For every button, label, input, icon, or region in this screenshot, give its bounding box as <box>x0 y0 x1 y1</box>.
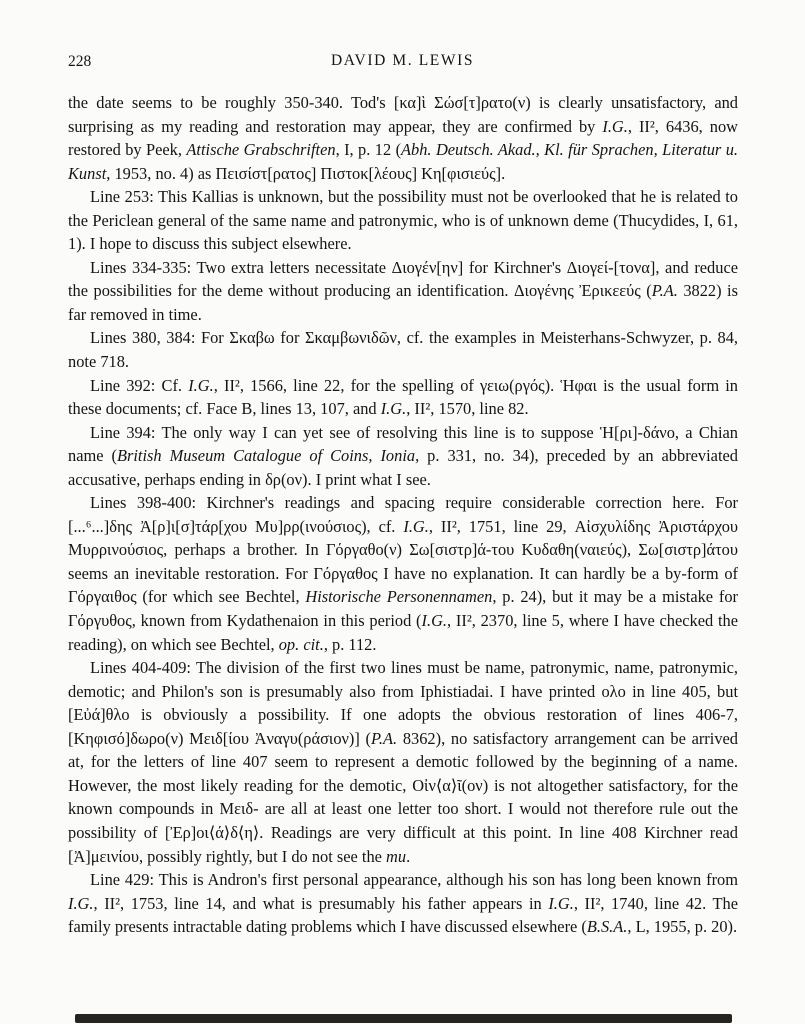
italic-text-segment: I.G. <box>68 893 94 913</box>
page-number: 228 <box>68 53 92 70</box>
text-segment: , I, p. 12 ( <box>335 140 402 160</box>
text-segment: , p. 331, no. 34), preceded by an abbreviated accusative, perhaps ending in δρ(ον). I print what I see. <box>68 446 738 489</box>
text-segment: , II², 1566, line 22, for the spelling of γειω(ργός). Ἡφαι is the usual form in these documents; cf. Face B, lines 13, 107, and <box>68 375 738 419</box>
italic-text-segment: P.A. <box>371 728 398 748</box>
italic-text-segment: P.A. <box>651 281 678 301</box>
paragraph <box>68 256 738 327</box>
text-segment: , L, 1955, p. 20). <box>627 917 738 937</box>
text-segment: Lines 334-335: Two extra letters necessitate Διογέν[ην] for Kirchner's Διογεί-[τονα], and reduce the possibilities for the deme without producing an identification. Διογένης Ἐρικεεύς ( <box>68 257 738 301</box>
text-segment: . <box>406 846 411 866</box>
italic-text-segment: I.G. <box>548 893 574 913</box>
italic-text-segment: B.S.A. <box>586 917 628 937</box>
text-segment: Line 394: The only way I can yet see of resolving this line is to suppose Ἡ[ρι]-δάνο, a Chian name ( <box>68 422 738 466</box>
italic-text-segment: Historische Personennamen <box>305 587 493 607</box>
body-paragraphs <box>68 91 738 939</box>
text-segment: , p. 24), but it may be a mistake for Γόργυθος, known from Kydathenaion in this period ( <box>68 587 738 631</box>
text-segment: , II², 2370, line 5, where I have checked the reading), on which see Bechtel, <box>68 611 738 654</box>
text-segment: 8362), no satisfactory arrangement can be arrived at, for the letters of line 407 seem to represent a demotic followed by the beginning of a name. However, the most likely reading for the demotic, Οἰν⟨α⟩ῖ(ον) is not altogether satisfactory, for the known compounds in Μειδ- are all at least one letter too short. I would not therefore rule out the possibility of [Ἐρ]οι⟨ά⟩δ⟨η⟩. Readings are very difficult at this point. In line 408 Kirchner read [Ἀ]μεινίου, possibly rightly, but I do not see the <box>68 728 738 866</box>
text-segment: Lines 404-409: The division of the first two lines must be name, patronymic, name, patronymic, demotic; and Philon's son is presumably also from Iphistiadai. I have printed ολο in line 405, but [Εὐά]θλο is obviously a possibility. If one adopts the obvious restoration of lines 406-7, [Κηφισό]δωρο(ν) Μειδ[ίου Ἀναγυ(ράσιον)] ( <box>68 658 738 748</box>
text-segment: , II², 1740, line 42. The family presents intractable dating problems which I have discussed elsewhere ( <box>68 893 738 937</box>
paragraph <box>68 374 738 421</box>
paragraph <box>68 491 738 656</box>
page-header <box>68 52 737 74</box>
text-segment: , II², 6436, now restored by Peek, <box>68 116 738 160</box>
text-segment: Lines 380, 384: For Σκαβω for Σκαμβωνιδῶν, cf. the examples in Meisterhans-Schwyzer, p. 84, note 718. <box>68 328 738 372</box>
paragraph <box>68 656 738 868</box>
text-segment: , II², 1570, line 82. <box>406 399 529 419</box>
italic-text-segment: I.G. <box>421 611 448 631</box>
paragraph <box>68 421 738 492</box>
text-segment: , 1953, no. 4) as Πεισίστ[ρατος] Πιστοκ[λέους] Κη[φισιεύς]. <box>106 163 506 183</box>
italic-text-segment: I.G. <box>188 375 214 395</box>
paragraph <box>68 326 738 373</box>
italic-text-segment: op. cit. <box>278 634 324 654</box>
italic-text-segment: I.G. <box>380 399 407 419</box>
italic-text-segment: Abh. Deutsch. Akad., Kl. für Sprachen, Literatur u. Kunst <box>68 140 739 183</box>
text-segment: , p. 112. <box>323 634 377 654</box>
scan-artifact-bar <box>75 1014 732 1023</box>
text-segment: , II², 1751, line 29, Αἰσχυλίδης Ἀριστάρχου Μυρρινούσιος, perhaps a brother. In Γόργαθο(ν) Σω[σιστρ]ά-του Κυδαθη(ναιεύς), Σω[σιστρ]άτου seems an inevitable restoration. For Γόργαθος I have no explanation. It can hardly be a by-form of Γόργαιθος (for which see Bechtel, <box>68 516 738 607</box>
text-segment: , II², 1753, line 14, and what is presumably his father appears in <box>93 893 549 913</box>
text-segment: Lines 398-400: Kirchner's readings and spacing require considerable correction here. For [...⁶...]δης Ἀ[ρ]ι[σ]τάρ[χου Μυ]ρρ(ινούσιος), cf. <box>68 493 738 536</box>
paragraph <box>68 868 738 939</box>
text-segment: the date seems to be roughly 350-340. Tod's [κα]ὶ Σώσ[τ]ρατο(ν) is clearly unsatisfactory, and surprising as my reading and restoration may appear, they are confirmed by <box>68 93 738 136</box>
italic-text-segment: I.G. <box>602 116 628 136</box>
italic-text-segment: mu <box>386 846 407 866</box>
paragraph <box>68 91 738 185</box>
running-head-author: DAVID M. LEWIS <box>330 52 475 69</box>
text-segment: Line 253: This Kallias is unknown, but the possibility must not be overlooked that he is related to the Periclean general of the same name and patronymic, who is of unknown deme (Thucydides, I, 61, 1). I hope to discuss this subject elsewhere. <box>68 187 738 254</box>
italic-text-segment: I.G. <box>403 516 429 536</box>
text-segment: Line 392: Cf. <box>90 375 189 395</box>
text-segment: Line 429: This is Andron's first personal appearance, although his son has long been known from <box>90 870 738 890</box>
paragraph <box>68 185 738 256</box>
italic-text-segment: British Museum Catalogue of Coins, Ionia <box>116 446 416 466</box>
text-segment: 3822) is far removed in time. <box>68 281 738 324</box>
italic-text-segment: Attische Grabschriften <box>186 140 336 160</box>
